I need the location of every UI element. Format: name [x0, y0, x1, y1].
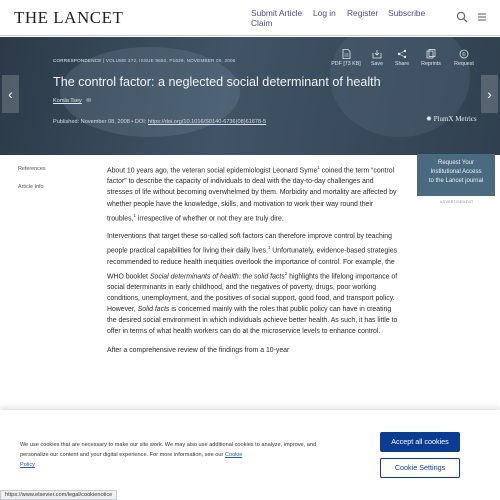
share-button[interactable] — [387, 49, 417, 67]
text-run: Interventions that target these so-called soft factors can therefore improve control by teaching people practical capabilities for living their daily lives. — [107, 233, 392, 255]
reference-link[interactable]: 2 — [284, 270, 288, 276]
reference-link[interactable]: 1 — [317, 165, 320, 170]
cookie-message: We use cookies that are necessary to make our site work. We may also use additional cookies to analyze, improve, and personalize our content and your digital experience. For more information, see our — [20, 442, 317, 458]
browser-status-url: https://www.elsevier.com/legal/cookienotice — [0, 490, 117, 500]
article-header-banner — [0, 37, 500, 155]
advertisement-label: ADVERTISEMENT — [440, 200, 474, 204]
email-icon[interactable]: ✉ — [86, 98, 92, 104]
submit-article-label: Submit Article — [251, 8, 303, 18]
register-link[interactable]: Register — [347, 8, 379, 18]
request-line: Institutional Access — [430, 169, 482, 175]
cookie-policy-link[interactable]: Cookie — [224, 452, 243, 458]
claim-label: Claim — [251, 18, 273, 28]
next-article-button[interactable]: › — [481, 75, 498, 113]
cookie-settings-button[interactable]: Cookie Settings — [380, 458, 460, 478]
text-run: highlights the lifelong importance of social determinants in early childhood, and the negatives of poverty, drugs, poor working conditions, unemployment, and the positives of social support, good food, and transport policy. However, — [107, 272, 398, 314]
paragraph: After a comprehensive review of the findings from a 10-year — [107, 346, 290, 354]
doi-label: DOI: — [134, 119, 147, 125]
reference-link[interactable]: 1 — [133, 212, 136, 218]
publication-info — [53, 119, 266, 125]
cookie-banner — [0, 410, 500, 500]
pdf-button[interactable] — [329, 49, 363, 67]
search-icon[interactable] — [456, 11, 468, 23]
article-body — [107, 162, 399, 363]
article-category[interactable]: CORRESPONDENCE — [53, 58, 102, 63]
reprints-button[interactable] — [416, 49, 446, 67]
login-link[interactable]: Log in — [313, 8, 336, 18]
reference-link[interactable]: 1 — [267, 245, 271, 251]
published-date: Published: November 08, 2008 — [53, 119, 130, 125]
author-name[interactable]: Komla Tsey — [53, 98, 82, 104]
accept-all-cookies-button[interactable]: Accept all cookies — [380, 432, 460, 452]
share-icon — [397, 49, 407, 59]
text-run: is concerned mainly with the roles that public policy can have in creating the desired social environment in which individuals achieve better health. As such, it has little to offer in terms of what health workers can do at the microservice levels to enhance control. — [107, 306, 398, 336]
meta-separator: | — [102, 58, 106, 63]
text-run: irrespective of whether or not they are truly dire. — [135, 214, 284, 222]
sidebar-item-article-info[interactable]: Article Info — [18, 184, 44, 190]
cookie-text — [20, 440, 330, 470]
book-title: Solid facts — [137, 306, 170, 314]
paragraph — [107, 231, 399, 337]
text-run: Unfortunately, evidence-based strategies recommended to reduce health inequities overlook the importance of control. For example, the WHO booklet — [107, 247, 398, 280]
article-title: The control factor: a neglected social determinant of health — [53, 75, 381, 89]
text-run: coined the term “control factor” to describe the capacity of individuals to deal with the day-to-day challenges and stresses of life without becoming overwhelmed by them. Morbidity and mortality are affected by whether people have the knowledge, skills, and motivation to work their way round their troubles, — [107, 167, 397, 222]
share-label: Share — [394, 61, 410, 67]
plumx-label: PlumX Metrics — [433, 115, 477, 123]
article-meta — [53, 58, 235, 63]
reprints-icon — [426, 49, 436, 59]
request-label: Request — [454, 61, 474, 67]
svg-text:©: © — [462, 52, 466, 58]
request-button[interactable] — [449, 49, 479, 67]
request-line: Request Your — [437, 160, 475, 166]
plumx-icon: ✹ — [426, 115, 434, 123]
sidebar-item-references[interactable]: References — [18, 166, 46, 172]
separator-dot: • — [131, 119, 135, 125]
text-run: About 10 years ago, the veteran social epidemiologist Leonard Syme — [107, 167, 318, 175]
request-institutional-access-button[interactable] — [417, 154, 495, 196]
save-icon — [372, 49, 382, 59]
submit-article-link[interactable] — [251, 8, 302, 28]
plumx-metrics-link[interactable] — [426, 115, 477, 123]
menu-icon[interactable] — [477, 12, 487, 22]
pdf-icon — [342, 49, 351, 59]
request-line: to the Lancet journal — [428, 178, 484, 184]
article-volume[interactable]: VOLUME 372, ISSUE 9650, P1629, NOVEMBER 08, 2008 — [105, 58, 236, 63]
doi-link[interactable]: https://doi.org/10.1016/S0140-6736(08)61678-5 — [147, 119, 267, 125]
reprints-label: Reprints — [421, 61, 441, 67]
top-navigation-bar — [0, 0, 500, 36]
pdf-label: PDF [73 KB] — [331, 61, 361, 67]
book-title: Social determinants of health: the solid facts — [149, 272, 285, 280]
author-line — [53, 98, 91, 104]
save-label: Save — [370, 61, 384, 67]
cookie-policy-link[interactable]: Policy — [20, 462, 35, 468]
previous-article-button[interactable]: ‹ — [2, 75, 19, 113]
paragraph — [107, 162, 399, 224]
lancet-logo[interactable]: THE LANCET — [14, 8, 124, 27]
request-icon — [459, 49, 469, 59]
subscribe-link[interactable]: Subscribe — [388, 8, 426, 18]
